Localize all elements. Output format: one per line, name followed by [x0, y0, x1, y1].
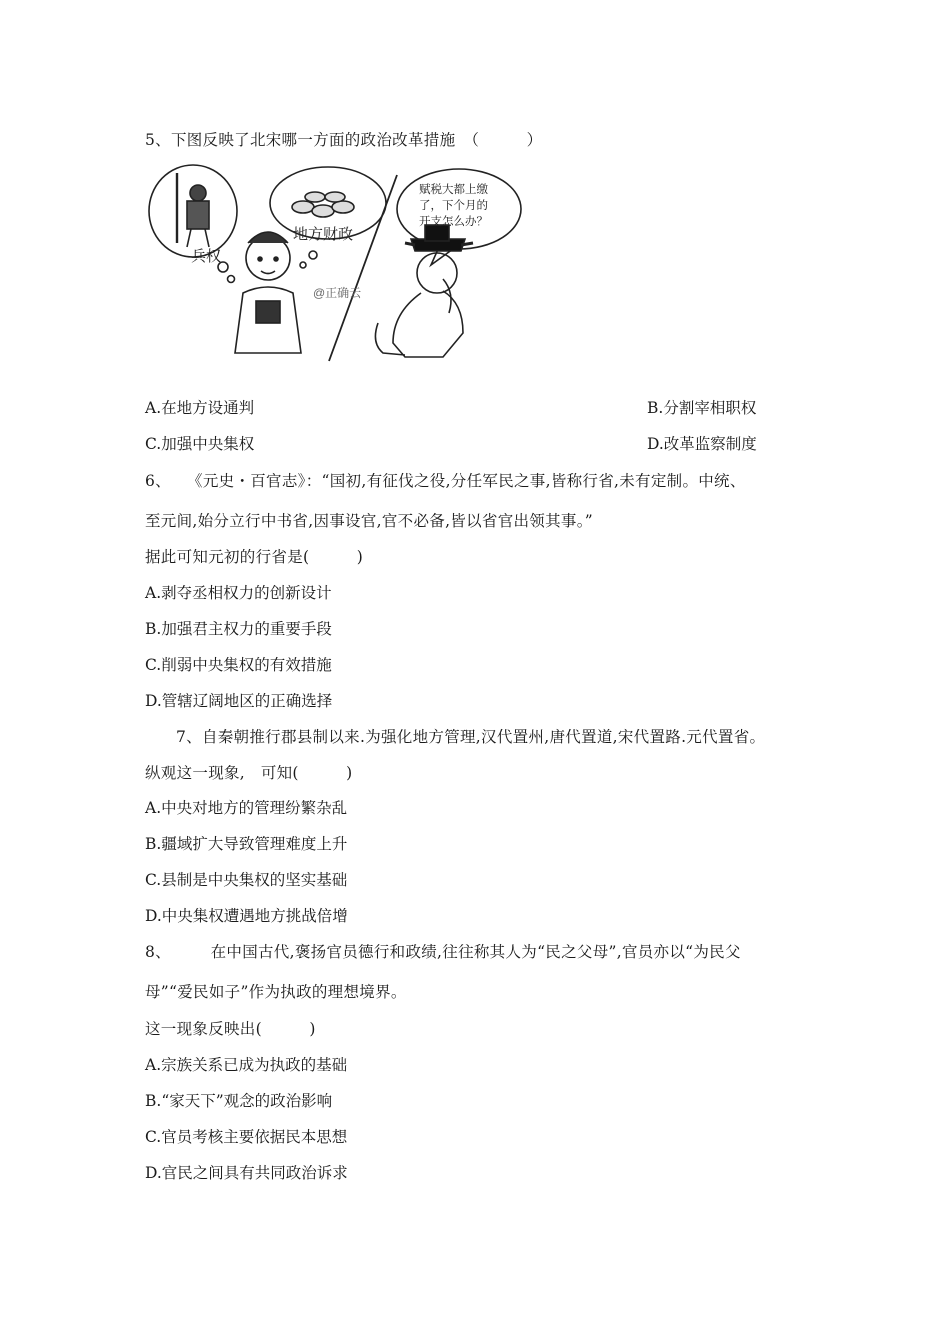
cartoon-speech-line-3: 开支怎么办？ [419, 216, 488, 228]
q5-option-c: C.加强中央集权 [145, 435, 255, 453]
political-cartoon-image [143, 163, 525, 368]
question-7-stem-line-1: 7、自秦朝推行郡县制以来.为强化地方管理,汉代置州,唐代置道,宋代置路.元代置省。 [176, 728, 766, 746]
question-8-stem-line-2: 母”“爱民如子”作为执政的理想境界。 [145, 983, 407, 1001]
q7-option-a: A.中央对地方的管理纷繁杂乱 [145, 799, 348, 817]
q8-option-c: C.官员考核主要依据民本思想 [145, 1128, 348, 1146]
cartoon-watermark: @正确云 [313, 286, 362, 300]
q6-option-c: C.削弱中央集权的有效措施 [145, 656, 332, 674]
question-6-stem-line-3: 据此可知元初的行省是( ) [145, 548, 364, 566]
q7-option-b: B.疆域扩大导致管理难度上升 [145, 835, 348, 853]
cartoon-speech-line-1: 赋税大都上缴 [419, 184, 488, 196]
q6-option-b: B.加强君主权力的重要手段 [145, 620, 332, 638]
q6-option-a: A.剥夺丞相权力的创新设计 [145, 584, 332, 602]
question-8-stem-line-3: 这一现象反映出( ) [145, 1020, 316, 1038]
q5-option-d: D.改革监察制度 [647, 435, 757, 453]
q5-option-b: B.分割宰相职权 [647, 399, 757, 417]
cartoon-label-military-power: 兵权 [191, 248, 222, 265]
q7-option-d: D.中央集权遭遇地方挑战倍增 [145, 907, 348, 925]
question-6-stem-line-1: 6、 《元史・百官志》：“国初,有征伐之役,分任军民之事,皆称行省,未有定制。中统、 [145, 472, 746, 490]
question-7-stem-line-2: 纵观这一现象, 可知( ) [145, 764, 353, 782]
q8-option-b: B.“家天下”观念的政治影响 [145, 1092, 333, 1110]
q6-option-d: D.管辖辽阔地区的正确选择 [145, 692, 333, 710]
cartoon-label-local-finance: 地方财政 [293, 226, 354, 243]
question-6-stem-line-2: 至元间,始分立行中书省,因事设官,官不必备,皆以省官出领其事。” [145, 512, 593, 530]
question-5-stem: 5、下图反映了北宋哪一方面的政治改革措施 （ ） [145, 131, 543, 149]
cartoon-speech-line-2: 了，下个月的 [419, 200, 488, 212]
question-8-stem-line-1: 8、 在中国古代,褒扬官员德行和政绩,往往称其人为“民之父母”,官员亦以“为民父 [145, 943, 741, 961]
q7-option-c: C.县制是中央集权的坚实基础 [145, 871, 348, 889]
q5-option-a: A.在地方设通判 [145, 399, 255, 417]
q8-option-d: D.官民之间具有共同政治诉求 [145, 1164, 348, 1182]
q8-option-a: A.宗族关系已成为执政的基础 [145, 1056, 348, 1074]
